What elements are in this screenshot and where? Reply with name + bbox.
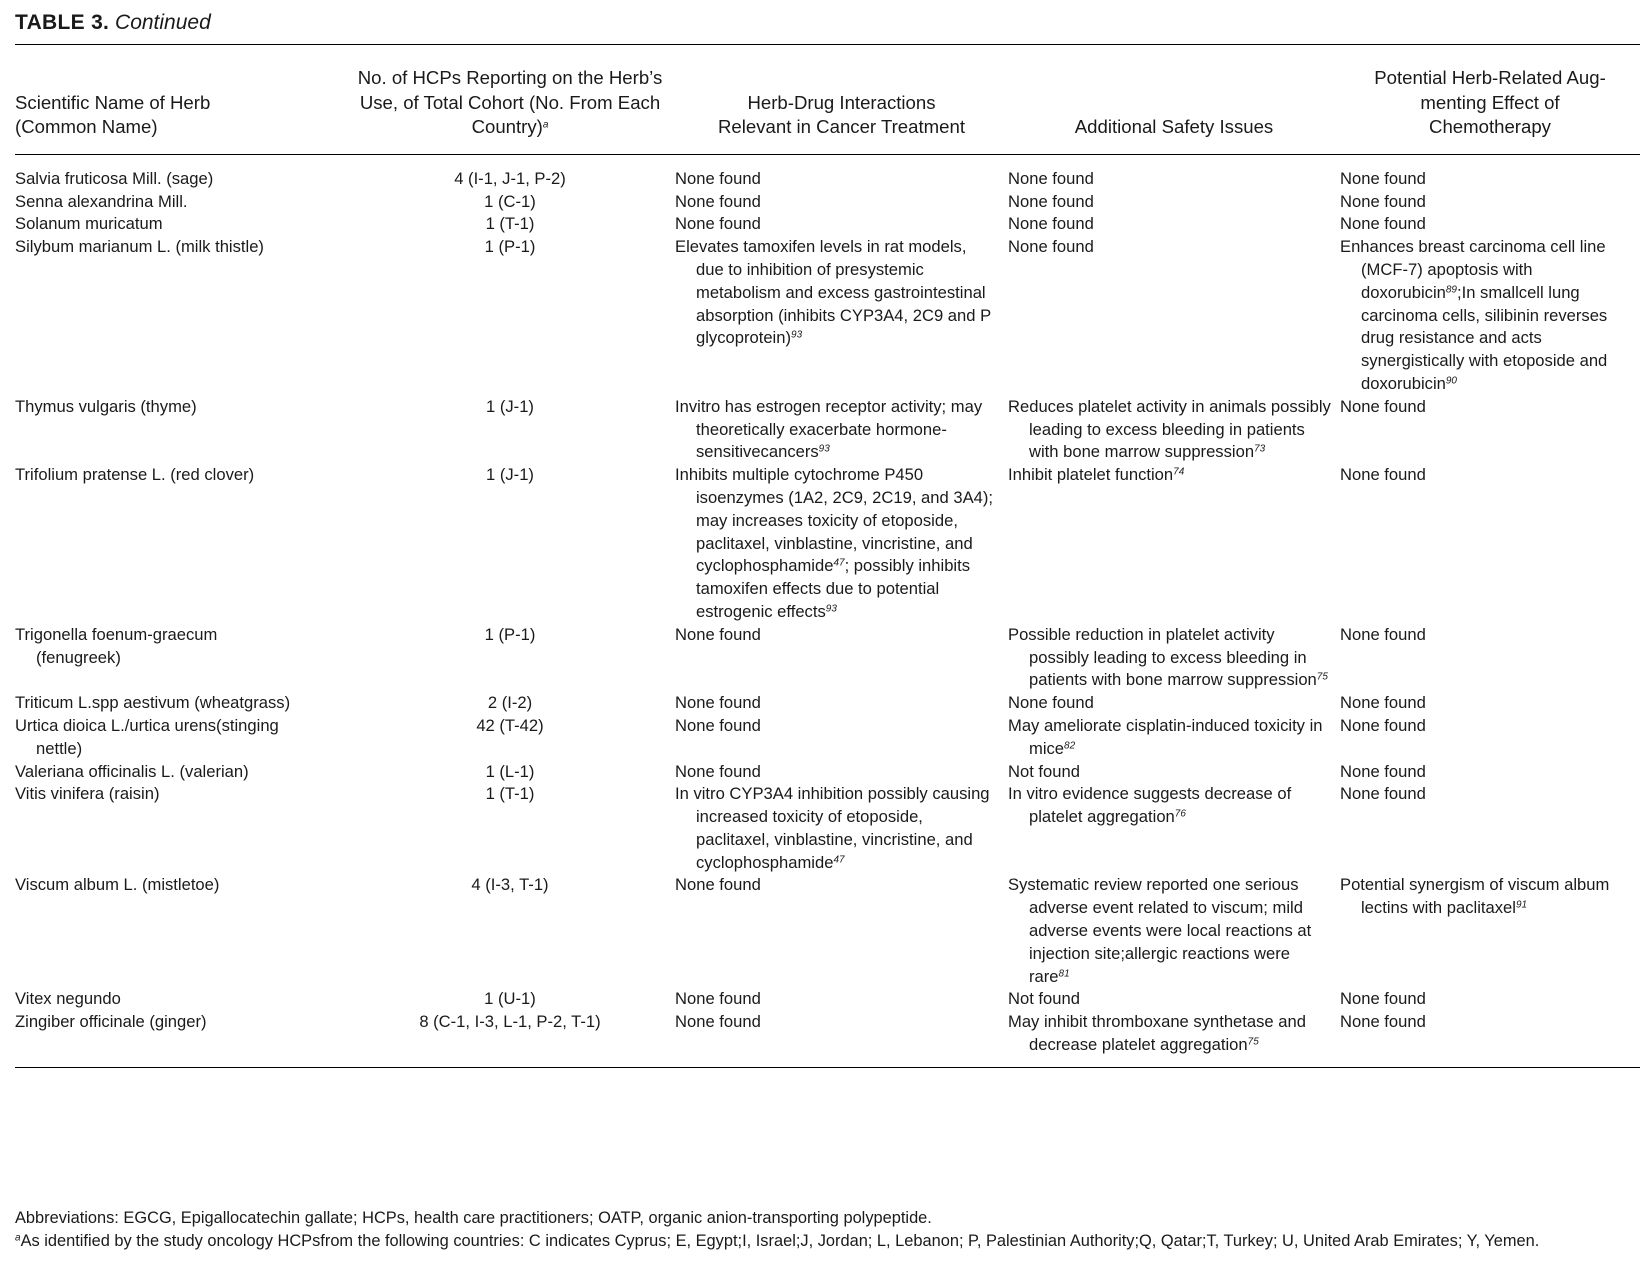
cell-text: Trifolium pratense L. (red clover) (15, 465, 255, 485)
cell-interactions (675, 715, 1008, 761)
reference-superscript: 93 (791, 329, 803, 341)
cell-count (345, 154, 675, 190)
cell-augmenting (1340, 154, 1640, 190)
table-row (15, 692, 1640, 715)
cell-text: Valeriana officinalis L. (valerian) (15, 761, 249, 781)
table-row (15, 715, 1640, 761)
table-row (15, 874, 1640, 988)
cell-text: None found (1340, 784, 1426, 804)
cell-text: None found (675, 214, 761, 234)
table-row (15, 396, 1640, 464)
cell-text: 1 (C-1) (484, 191, 536, 211)
cell-count (345, 396, 675, 464)
reference-superscript: 73 (1254, 443, 1266, 455)
cell-text: Urtica dioica L./urtica urens(stinging nettle) (15, 715, 279, 758)
cell-text: Vitis vinifera (raisin) (15, 784, 160, 804)
cell-text: None found (675, 1012, 761, 1032)
header-safety: Additional Safety Issues (1074, 116, 1274, 138)
cell-safety (1008, 464, 1340, 624)
cell-text: 4 (I-1, J-1, P-2) (454, 168, 566, 188)
cell-text: None found (675, 715, 761, 735)
cell-text: None found (675, 693, 761, 713)
abbreviations-note: Abbreviations: EGCG, Epigallocatechin gallate; HCPs, health care practitioners; OATP, organic anion-transporting polypeptide. (15, 1209, 932, 1227)
cell-safety (1008, 191, 1340, 214)
cell-text: Not found (1008, 761, 1080, 781)
cell-interactions (675, 988, 1008, 1011)
cell-safety (1008, 988, 1340, 1011)
cell-name (15, 464, 345, 624)
table-row (15, 213, 1640, 236)
cell-augmenting (1340, 213, 1640, 236)
cell-name (15, 715, 345, 761)
cell-count (345, 783, 675, 874)
cell-text: Senna alexandrina Mill. (15, 191, 188, 211)
cell-text: Zingiber officinale (ginger) (15, 1012, 207, 1032)
cell-text: Enhances breast carcinoma cell line (MCF-7) apoptosis with doxorubicin (1340, 237, 1606, 302)
cell-text: Potential synergism of viscum album lectins with paclitaxel (1340, 875, 1610, 918)
cell-count (345, 874, 675, 988)
cell-text: In vitro evidence suggests decrease of platelet aggregation (1008, 784, 1292, 827)
cell-interactions (675, 874, 1008, 988)
cell-text: None found (1340, 624, 1426, 644)
cell-text: 1 (J-1) (486, 396, 534, 416)
cell-text: None found (675, 191, 761, 211)
cell-text: Inhibit platelet function (1008, 465, 1174, 485)
cell-text: None found (675, 168, 761, 188)
cell-text: Solanum muricatum (15, 214, 163, 234)
footnote-marker: a (15, 1232, 21, 1243)
cell-name (15, 988, 345, 1011)
cell-text: Thymus vulgaris (thyme) (15, 396, 197, 416)
table-page (15, 8, 1640, 1250)
cell-text: None found (1340, 191, 1426, 211)
cell-safety (1008, 783, 1340, 874)
cell-safety (1008, 692, 1340, 715)
cell-count (345, 988, 675, 1011)
cell-text: 8 (C-1, I-3, L-1, P-2, T-1) (419, 1012, 601, 1032)
reference-superscript: 74 (1173, 466, 1185, 478)
cell-interactions (675, 783, 1008, 874)
cell-text: 1 (P-1) (484, 624, 536, 644)
header-hcp-count: No. of HCPs Reporting on the Herb’s Use, of Total Cohort (No. From Each Country)$^a$ (357, 67, 663, 138)
reference-superscript: 89 (1445, 284, 1457, 296)
cell-text: None found (1008, 168, 1094, 188)
cell-count (345, 464, 675, 624)
cell-interactions (675, 236, 1008, 396)
cell-augmenting (1340, 988, 1640, 1011)
cell-name (15, 1011, 345, 1067)
reference-superscript: 93 (818, 443, 830, 455)
table-label: TABLE 3. (15, 11, 110, 34)
cell-count (345, 1011, 675, 1067)
cell-safety (1008, 624, 1340, 692)
table-row (15, 761, 1640, 784)
cell-augmenting (1340, 1011, 1640, 1067)
table-title-suffix: Continued (115, 11, 211, 34)
table-row (15, 191, 1640, 214)
reference-superscript: 47 (833, 557, 845, 569)
header-augmenting: Potential Herb-Related Aug-menting Effect of Chemotherapy (1374, 67, 1606, 138)
cell-text: Inhibits multiple cytochrome P450 isoenzymes (1A2, 2C9, 2C19, and 3A4); may increases toxicity of etoposide, paclitaxel, vinblastine, vincristine, and cyclophosphamide (675, 465, 994, 576)
table-body (15, 154, 1640, 1067)
table-row (15, 154, 1640, 190)
cell-augmenting (1340, 715, 1640, 761)
cell-text: None found (1008, 191, 1094, 211)
cell-text: In vitro CYP3A4 inhibition possibly causing increased toxicity of etoposide, paclitaxel, vinblastine, vincristine, and cyclophosphamide (675, 784, 990, 872)
cell-interactions (675, 692, 1008, 715)
table-title (15, 8, 1640, 38)
reference-superscript: 90 (1445, 375, 1457, 387)
footnote-marker: a (542, 119, 549, 131)
cell-name (15, 396, 345, 464)
cell-count (345, 761, 675, 784)
cell-name (15, 692, 345, 715)
cell-text: Salvia fruticosa Mill. (sage) (15, 168, 214, 188)
cell-name (15, 783, 345, 874)
cell-safety (1008, 236, 1340, 396)
cell-text: 1 (J-1) (486, 465, 534, 485)
cell-text: 1 (T-1) (485, 214, 535, 234)
cell-text: 42 (T-42) (476, 715, 544, 735)
table-row (15, 624, 1640, 692)
reference-superscript: 47 (833, 854, 845, 866)
cell-text: None found (1340, 715, 1426, 735)
cell-count (345, 213, 675, 236)
cell-interactions (675, 624, 1008, 692)
cell-text: None found (1340, 693, 1426, 713)
cell-text: ;In smallcell lung carcinoma cells, silibinin reverses drug resistance and acts synergistically with etoposide and doxorubicin (1361, 282, 1608, 393)
cell-text: None found (1340, 465, 1426, 485)
cell-count (345, 624, 675, 692)
reference-superscript: 81 (1058, 968, 1070, 980)
cell-interactions (675, 464, 1008, 624)
header-herb-name: Scientific Name of Herb (Common Name) (15, 91, 211, 138)
cell-augmenting (1340, 464, 1640, 624)
cell-augmenting (1340, 191, 1640, 214)
cell-augmenting (1340, 783, 1640, 874)
cell-interactions (675, 1011, 1008, 1067)
cell-text: Not found (1008, 989, 1080, 1009)
cell-safety (1008, 715, 1340, 761)
cell-name (15, 236, 345, 396)
cell-augmenting (1340, 874, 1640, 988)
cell-safety (1008, 874, 1340, 988)
cell-augmenting (1340, 236, 1640, 396)
reference-superscript: 76 (1174, 808, 1186, 820)
cell-text: 1 (L-1) (485, 761, 535, 781)
country-footnote: $^a$As identified by the study oncology HCPsfrom the following countries: C indicates Cyprus; E, Egypt;I, Israel;J, Jordan; L, Lebanon; P, Palestinian Authority;Q, Qatar;T, Turkey; U, United Arab Emirates; Y, Yemen. (15, 1231, 1540, 1250)
table-footnotes (15, 1207, 1640, 1252)
cell-text: None found (1340, 396, 1426, 416)
cell-name (15, 191, 345, 214)
table-row (15, 236, 1640, 396)
cell-augmenting (1340, 624, 1640, 692)
cell-text: May inhibit thromboxane synthetase and decrease platelet aggregation (1008, 1012, 1306, 1055)
table-row (15, 988, 1640, 1011)
cell-augmenting (1340, 761, 1640, 784)
cell-text: Viscum album L. (mistletoe) (15, 875, 220, 895)
cell-text: None found (675, 875, 761, 895)
cell-safety (1008, 1011, 1340, 1067)
reference-superscript: 91 (1515, 899, 1528, 911)
table-row (15, 1011, 1640, 1067)
cell-text: Triticum L.spp aestivum (wheatgrass) (15, 693, 291, 713)
reference-superscript: 82 (1064, 740, 1076, 752)
cell-interactions (675, 191, 1008, 214)
cell-augmenting (1340, 396, 1640, 464)
cell-text: Vitex negundo (15, 989, 121, 1009)
cell-text: None found (675, 761, 761, 781)
cell-safety (1008, 213, 1340, 236)
cell-text: Silybum marianum L. (milk thistle) (15, 237, 264, 257)
cell-augmenting (1340, 692, 1640, 715)
cell-text: Systematic review reported one serious adverse event related to viscum; mild adverse events were local reactions at injection site;allergic reactions were rare (1008, 875, 1312, 986)
cell-interactions (675, 761, 1008, 784)
cell-text: Elevates tamoxifen levels in rat models, due to inhibition of presystemic metabolism and excess gastrointestinal absorption (inhibits CYP3A4, 2C9 and P glycoprotein) (675, 237, 991, 348)
table-row (15, 783, 1640, 874)
cell-text: 4 (I-3, T-1) (471, 875, 549, 895)
reference-superscript: 75 (1316, 671, 1328, 683)
cell-text: Trigonella foenum-graecum (fenugreek) (15, 624, 218, 667)
cell-text: 1 (T-1) (485, 784, 535, 804)
cell-count (345, 236, 675, 396)
header-row (15, 66, 1640, 154)
cell-text: Invitro has estrogen receptor activity; may theoretically exacerbate hormone-sensitivecancers (675, 396, 983, 462)
cell-text: 1 (U-1) (484, 989, 536, 1009)
cell-text: None found (1340, 989, 1426, 1009)
cell-interactions (675, 213, 1008, 236)
cell-text: May ameliorate cisplatin-induced toxicity in mice (1008, 715, 1323, 758)
cell-name (15, 213, 345, 236)
cell-text: Reduces platelet activity in animals possibly leading to excess bleeding in patients with bone marrow suppression (1008, 396, 1331, 462)
cell-text: None found (1008, 214, 1094, 234)
cell-text: None found (1340, 214, 1426, 234)
reference-superscript: 93 (825, 603, 837, 615)
cell-text: None found (675, 989, 761, 1009)
table-row (15, 464, 1640, 624)
top-rule (15, 44, 1640, 45)
cell-text: None found (1340, 761, 1426, 781)
cell-count (345, 191, 675, 214)
cell-safety (1008, 154, 1340, 190)
cell-text: None found (1340, 1012, 1426, 1032)
header-interactions: Herb-Drug Interactions Relevant in Cancer Treatment (717, 91, 965, 138)
cell-count (345, 715, 675, 761)
cell-name (15, 624, 345, 692)
cell-name (15, 874, 345, 988)
cell-name (15, 761, 345, 784)
cell-text: ; possibly inhibits tamoxifen effects due to potential estrogenic effects (696, 556, 971, 621)
cell-safety (1008, 761, 1340, 784)
cell-text: None found (1340, 168, 1426, 188)
cell-text: Possible reduction in platelet activity possibly leading to excess bleeding in patients with bone marrow suppression (1008, 624, 1317, 690)
cell-text: None found (675, 624, 761, 644)
cell-interactions (675, 396, 1008, 464)
cell-safety (1008, 396, 1340, 464)
cell-count (345, 692, 675, 715)
herb-table (15, 66, 1640, 1068)
cell-text: None found (1008, 237, 1094, 257)
cell-text: None found (1008, 693, 1094, 713)
cell-interactions (675, 154, 1008, 190)
cell-text: 2 (I-2) (487, 693, 533, 713)
cell-name (15, 154, 345, 190)
reference-superscript: 75 (1247, 1036, 1259, 1048)
cell-text: 1 (P-1) (484, 237, 536, 257)
